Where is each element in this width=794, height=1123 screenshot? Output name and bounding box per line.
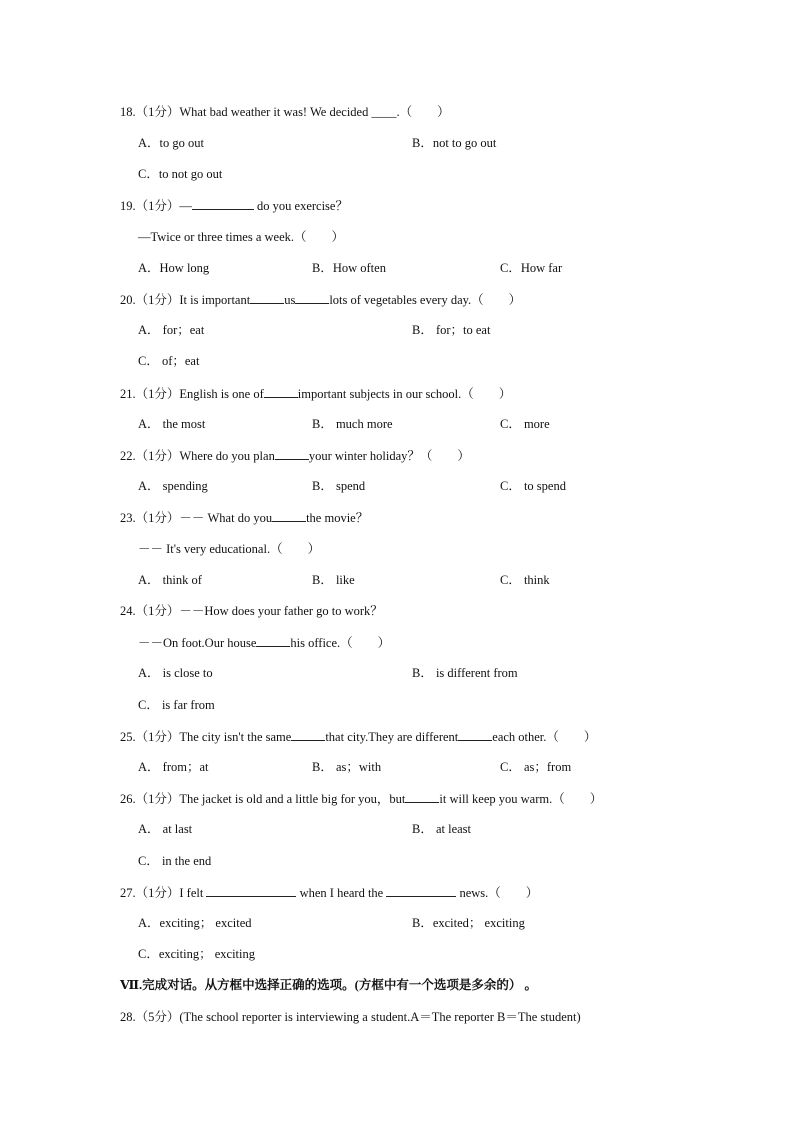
- option-18-a[interactable]: A．to go out: [138, 136, 204, 150]
- answer-blank: [264, 385, 298, 398]
- option-26-c[interactable]: C． in the end: [138, 854, 212, 868]
- question-27-text-3: news.（ ）: [456, 886, 539, 900]
- question-23-text-2: the movie？: [306, 511, 369, 525]
- option-23-a[interactable]: A． think of: [138, 573, 202, 587]
- option-23-c[interactable]: C． think: [500, 573, 550, 587]
- option-25-b[interactable]: B． as；with: [312, 760, 382, 774]
- question-24-text-1: －－On foot.Our house: [138, 636, 257, 650]
- option-25-c[interactable]: C． as；from: [500, 760, 572, 774]
- question-25-stem: [120, 728, 596, 745]
- question-21-text-2: important subjects in our school.（ ）: [297, 387, 512, 401]
- question-27-text-1: 27.（1分）I felt: [120, 886, 207, 900]
- option-21-a[interactable]: A． the most: [138, 417, 206, 431]
- question-27-text-2: when I heard the: [296, 886, 387, 900]
- option-19-c[interactable]: C．How far: [500, 261, 563, 275]
- question-27-stem: [120, 884, 538, 901]
- question-22-text-1: 22.（1分）Where do you plan: [120, 449, 275, 463]
- option-19-a[interactable]: A．How long: [138, 261, 210, 275]
- question-21-text-1: 21.（1分）English is one of: [120, 387, 264, 401]
- question-25-text-2: that city.They are different: [325, 730, 459, 744]
- option-27-a[interactable]: A．exciting； excited: [138, 916, 252, 930]
- answer-blank: [250, 291, 284, 304]
- option-23-b[interactable]: B． like: [312, 573, 355, 587]
- option-21-b[interactable]: B． much more: [312, 417, 393, 431]
- answer-blank: [458, 728, 492, 741]
- option-25-a[interactable]: A． from；at: [138, 760, 209, 774]
- question-20-stem: [120, 291, 521, 308]
- question-19-text-2: do you exercise？: [253, 199, 348, 213]
- question-20-text-1: 20.（1分）It is important: [120, 293, 251, 307]
- answer-blank: [272, 509, 306, 522]
- answer-blank: [206, 884, 296, 897]
- option-26-b[interactable]: B． at least: [412, 822, 472, 836]
- question-24-line2: [138, 634, 390, 651]
- option-27-c[interactable]: C．exciting； exciting: [138, 947, 255, 961]
- option-22-a[interactable]: A． spending: [138, 479, 208, 493]
- option-18-c[interactable]: C．to not go out: [138, 167, 223, 181]
- question-26-text-1: 26.（1分）The jacket is old and a little big for you，but: [120, 792, 406, 806]
- option-20-a[interactable]: A． for；eat: [138, 323, 205, 337]
- answer-blank: [295, 291, 329, 304]
- question-23-stem: [120, 509, 368, 526]
- question-28-stem: 28.（5分）(The school reporter is interviewing a student.A＝The reporter B＝The student): [120, 1010, 581, 1024]
- option-22-c[interactable]: C． to spend: [500, 479, 566, 493]
- question-22-stem: [120, 447, 470, 464]
- option-20-b[interactable]: B． for；to eat: [412, 323, 491, 337]
- question-26-stem: [120, 790, 602, 807]
- question-24-stem: 24.（1分）－－How does your father go to work？: [120, 604, 383, 618]
- answer-blank: [192, 197, 254, 210]
- question-26-text-2: it will keep you warm.（ ）: [439, 792, 603, 806]
- question-23-line2: －－ It's very educational.（ ）: [138, 542, 321, 556]
- question-20-text-2: us: [284, 293, 296, 307]
- question-19-stem: [120, 197, 348, 214]
- question-25-text-1: 25.（1分）The city isn't the same: [120, 730, 292, 744]
- question-19-text-1: 19.（1分）—: [120, 199, 192, 213]
- option-21-c[interactable]: C． more: [500, 417, 550, 431]
- question-20-text-3: lots of vegetables every day.（ ）: [329, 293, 522, 307]
- answer-blank: [256, 634, 290, 647]
- option-27-b[interactable]: B．excited； exciting: [412, 916, 525, 930]
- option-24-b[interactable]: B． is different from: [412, 666, 518, 680]
- option-18-b[interactable]: B．not to go out: [412, 136, 497, 150]
- answer-blank: [405, 790, 439, 803]
- question-22-text-2: your winter holiday？（ ）: [308, 449, 470, 463]
- question-21-stem: [120, 385, 511, 402]
- question-19-line2: —Twice or three times a week.（ ）: [138, 230, 345, 244]
- question-24-text-2: his office.（ ）: [290, 636, 391, 650]
- question-23-text-1: 23.（1分）－－ What do you: [120, 511, 273, 525]
- option-22-b[interactable]: B． spend: [312, 479, 366, 493]
- question-25-text-3: each other.（ ）: [492, 730, 597, 744]
- option-20-c[interactable]: C． of；eat: [138, 354, 200, 368]
- option-24-c[interactable]: C． is far from: [138, 698, 215, 712]
- option-19-b[interactable]: B．How often: [312, 261, 386, 275]
- answer-blank: [275, 447, 309, 460]
- answer-blank: [386, 884, 456, 897]
- option-26-a[interactable]: A． at last: [138, 822, 193, 836]
- section-heading: Ⅶ.完成对话。从方框中选择正确的选项。(方框中有一个选项是多余的） 。: [120, 978, 537, 992]
- answer-blank: [291, 728, 325, 741]
- option-24-a[interactable]: A． is close to: [138, 666, 213, 680]
- question-18-stem: 18.（1分）What bad weather it was! We decided ____.（ ）: [120, 105, 450, 119]
